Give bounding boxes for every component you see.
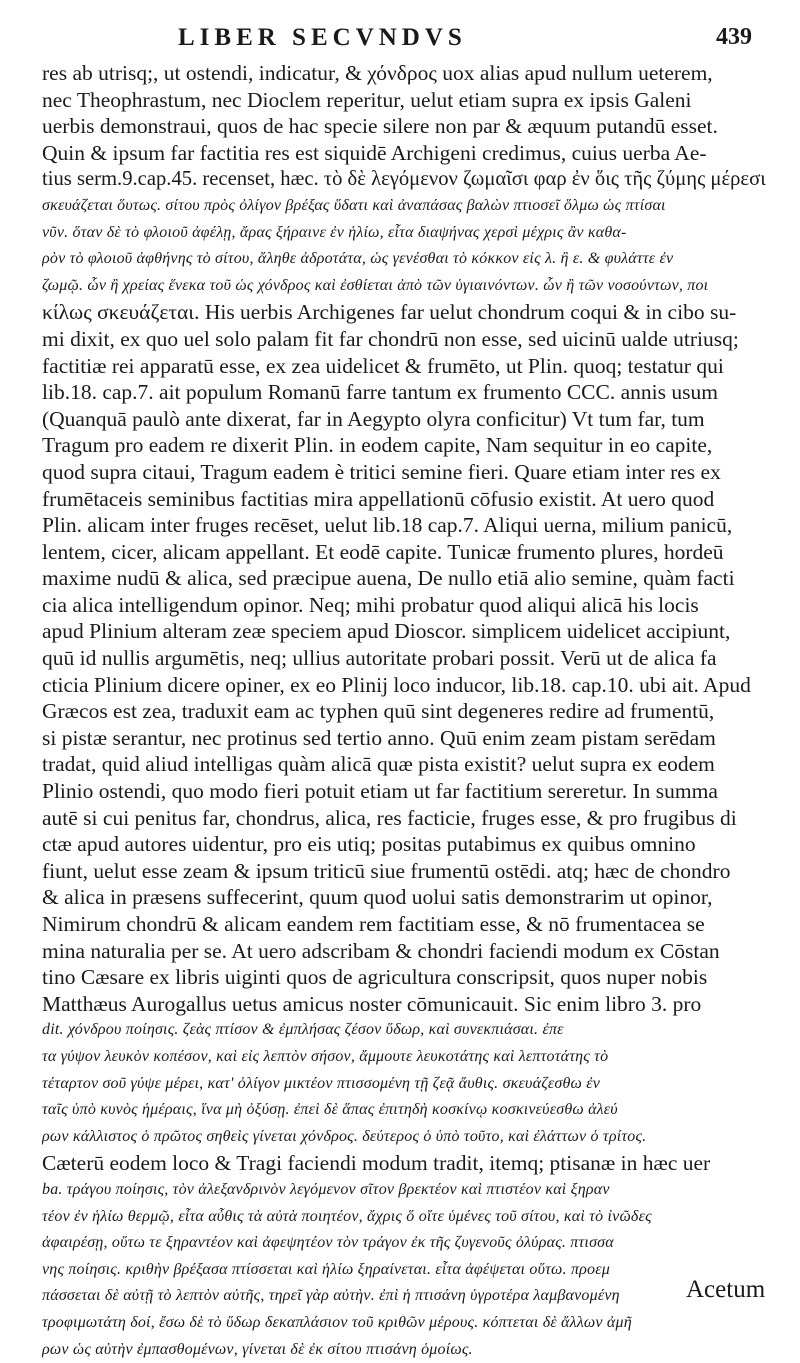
text-line: tradat, quid aliud intelligas quàm alicā quæ pista existit? uelut supra ex eodem	[42, 751, 768, 778]
text-line: κίλως σκευάζεται. His uerbis Archigenes far uelut chondrum coqui & in cibo su-	[42, 299, 768, 326]
body-text	[42, 60, 768, 1363]
text-line: mina naturalia per se. At uero adscribam & chondri faciendi modum ex Cōstan	[42, 938, 768, 965]
text-line: & alica in præsens suffecerint, quum quod uolui satis demonstrarim ut opinor,	[42, 884, 768, 911]
text-line: Tragum pro eadem re dixerit Plin. in eodem capite, Nam sequitur in eo capite,	[42, 432, 768, 459]
text-line: lib.18. cap.7. ait populum Romanū farre tantum ex frumento CCC. annis usum	[42, 379, 768, 406]
text-line: apud Plinium alteram zeæ speciem apud Dioscor. simplicem uidelicet accipiunt,	[42, 618, 768, 645]
page-number: 439	[716, 24, 752, 51]
text-line: maxime nudū & alica, sed præcipue auena, De nullo etiā alio semine, quàm facti	[42, 565, 768, 592]
text-line: tino Cæsare ex libris uiginti quos de agricultura conscripsit, quos nuper nobis	[42, 964, 768, 991]
text-line: cia alica intelligendum opinor. Neq; mihi probatur quod aliqui alicā his locis	[42, 592, 768, 619]
text-line: Græcos est zea, traduxit eam ac typhen quū sint degeneres redire ad frumentū,	[42, 698, 768, 725]
catchword: Acetum	[686, 1276, 765, 1304]
greek-text-line: νης ποίησις. κριθὴν βρέξασα πτίσσεται καὶ ἡλίω ξηραίνεται. εἶτα ἀφέψεται οὕτω. προεμ	[42, 1257, 768, 1284]
text-line: si pistæ serantur, nec protinus sed tertio anno. Quū enim zeam pistam serēdam	[42, 725, 768, 752]
greek-text-line: τα γύψον λευκὸν κοπέσον, καὶ εἰς λεπτὸν σήσον, ἄμμουτε λευκοτάτης καὶ λεπτοτάτης τὸ	[42, 1044, 768, 1071]
greek-text-line: ρὸν τὸ φλοιοῦ ἀφθήνης τὸ σίτου, ἄληθε ἀδροτάτα, ὡς γενέσθαι τὸ κόκκον εἰς λ. ἢ ε. & φυλάττε ἐν	[42, 246, 768, 273]
greek-text-line: ζωμῷ. ὧν ἢ χρείας ἕνεκα τοῦ ὡς χόνδρος καὶ ἐσθίεται ἀπὸ τῶν ὑγιαινόντων. ὧν ἢ τῶν νοσούντων, ποι	[42, 273, 768, 300]
greek-text-line: τροφιμωτάτη δοί, ἔσω δὲ τὸ ὕδωρ δεκαπλάσιον τοῦ κριθῶν μέρους. κόπτεται δὲ ἄλλων ἀμῆ	[42, 1310, 768, 1337]
greek-text-line: ρων ὡς αὐτὴν ἐμπασθομένων, γίνεται δὲ ἐκ σίτου πτισάνη ὁμοίως.	[42, 1337, 768, 1363]
text-line: frumētaceis seminibus factitias mira appellationū cōfusio existit. At uero quod	[42, 486, 768, 513]
greek-text-line: τέον ἐν ἡλίω θερμῷ, εἶτα αὖθις τὰ αὐτὰ ποιητέον, ἄχρις ὅ οἴτε ὑμένες τοῦ σίτου, καὶ τὸ ἰνῶδες	[42, 1204, 768, 1231]
greek-text-line: πάσσεται δὲ αὐτῇ τὸ λεπτὸν αὐτῆς, τηρεῖ γὰρ αὐτὴν. ἐπὶ ἡ πτισάνη ὑγροτέρα λαμβανομένη	[42, 1283, 768, 1310]
greek-text-line: τέταρτον σοῦ γύψε μέρει, κατ' ὀλίγον μικτέον πτισσομένη τῇ ζεᾷ ἄυθις. σκευάζεσθω ἐν	[42, 1071, 768, 1098]
text-line: Cæterū eodem loco & Tragi faciendi modum tradit, itemq; ptisanæ in hæc uer	[42, 1150, 768, 1177]
text-line: Plinio ostendi, quo modo fieri potuit etiam ut far factitium sereretur. In summa	[42, 778, 768, 805]
text-line: autē si cui penitus far, chondrus, alica, res facticie, fruges esse, & pro frugibus di	[42, 805, 768, 832]
text-line: nec Theophrastum, nec Dioclem reperitur, uelut etiam supra ex ipsis Galeni	[42, 87, 768, 114]
greek-text-line: σκευάζεται ὅυτως. σίτου πρὸς ὀλίγον βρέξας ὕδατι καὶ ἀναπάσας βαλὼν πτιοσεῖ ὅλμω ὡς πτίσαι	[42, 193, 768, 220]
greek-text-line: ba. τράγου ποίησις, τὸν ἀλεξανδρινὸν λεγόμενον σῖτον βρεκτέον καὶ πτιστέον καὶ ξηραν	[42, 1177, 768, 1204]
text-line: Plin. alicam inter fruges recēset, uelut lib.18 cap.7. Aliqui uerna, milium panicū,	[42, 512, 768, 539]
text-line: quū id nullis argumētis, neq; ullius autoritate probari possit. Verū ut de alica fa	[42, 645, 768, 672]
text-line: Nimirum chondrū & alicam eandem rem factitiam esse, & nō frumentacea se	[42, 911, 768, 938]
text-line: Matthæus Aurogallus uetus amicus noster cōmunicauit. Sic enim libro 3. pro	[42, 991, 768, 1018]
text-line: uerbis demonstraui, quos de hac specie silere non par & æquum putandū esset.	[42, 113, 768, 140]
text-line: ctæ apud autores uidentur, pro eis utiq; positas putabimus ex quibus omnino	[42, 831, 768, 858]
text-line: lentem, cicer, alicam appellant. Et eodē capite. Tunicæ frumento plures, hordeū	[42, 539, 768, 566]
text-line: mi dixit, ex quo uel solo palam fit far chondrū non esse, sed uicinū ualde utriusq;	[42, 326, 768, 353]
greek-text-line: ταῖς ὑπὸ κυνὸς ἡμέραις, ἵνα μὴ ὀξύσῃ. ἐπεὶ δὲ ἅπας ἐπιτηδὴ κοσκίνῳ κοσκινεύεσθω ἀλεύ	[42, 1097, 768, 1124]
text-line: cticia Plinium dicere opiner, ex eo Plinij loco inducor, lib.18. cap.10. ubi ait. Apud	[42, 672, 768, 699]
text-line: factitiæ rei apparatū esse, ex zea uidelicet & frumēto, ut Plin. quoq; testatur qui	[42, 353, 768, 380]
text-line: tius serm.9.cap.45. recenset, hæc. τὸ δὲ λεγόμενον ζωμαῖσι φαρ ἐν ὅις τῆς ζύμης μέρεσι	[42, 166, 768, 193]
running-head: LIBER SECVNDVS	[178, 24, 467, 52]
text-line: quod supra citaui, Tragum eadem è tritici semine fieri. Quare etiam inter res ex	[42, 459, 768, 486]
greek-text-line: dit. χόνδρου ποίησις. ζεὰς πτίσον & ἐμπλήσας ζέσον ὕδωρ, καὶ συνεκπιάσαι. ἐπε	[42, 1017, 768, 1044]
greek-text-line: ἀφαιρέσῃ, οὕτω τε ξηραντέον καὶ ἀφεψητέον τὸν τράγον ἐκ τῆς ζυγενοῦς ὀλύρας. πτισσα	[42, 1230, 768, 1257]
greek-text-line: νῦν. ὅταν δὲ τὸ φλοιοῦ ἀφέλῃ, ἄρας ξήραινε ἐν ἡλίω, εἶτα διαψήνας χερσὶ μέχρις ἂν καθα-	[42, 220, 768, 247]
text-line: fiunt, uelut esse zeam & ipsum triticū siue frumentū ostēdi. atq; hæc de chondro	[42, 858, 768, 885]
page-header	[0, 24, 800, 58]
text-line: (Quanquā paulò ante dixerat, far in Aegypto olyra conficitur) Vt tum far, tum	[42, 406, 768, 433]
greek-text-line: ρων κάλλιστος ὁ πρῶτος σηθεὶς γίνεται χόνδρος. δεύτερος ὁ ὑπὸ τοῦτο, καὶ ἐλάττων ὁ τρίτος.	[42, 1124, 768, 1151]
text-line: Quin & ipsum far factitia res est siquidē Archigeni credimus, cuius uerba Ae-	[42, 140, 768, 167]
text-line: res ab utrisq;, ut ostendi, indicatur, & χόνδρος uox alias apud nullum ueterem,	[42, 60, 768, 87]
